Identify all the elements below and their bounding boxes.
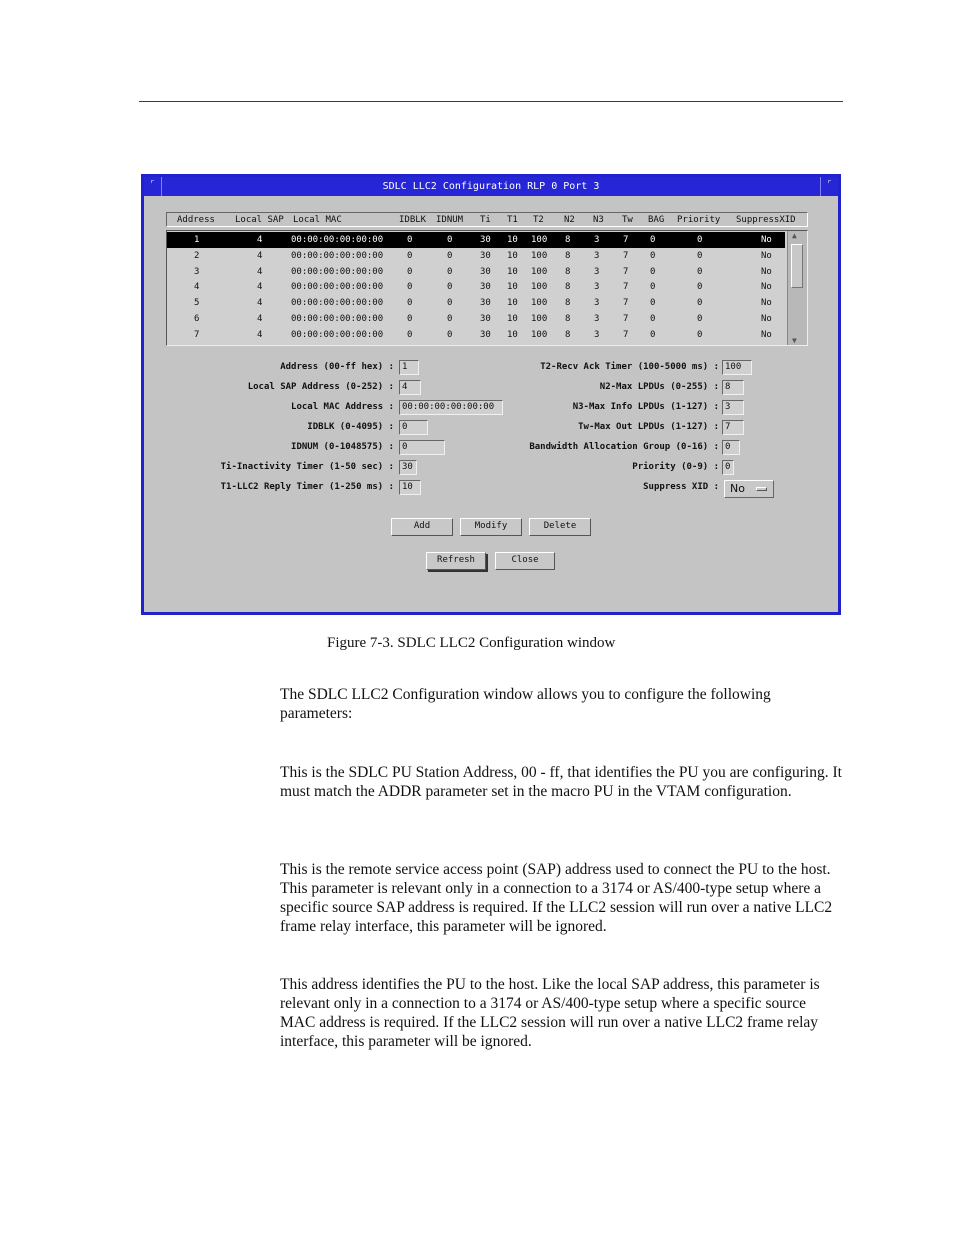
cell-local-sap: 4	[257, 266, 263, 277]
cell-tw: 7	[623, 266, 629, 277]
local-sap-address-label: Local SAP Address (0-252) :	[247, 382, 394, 392]
cell-t2: 100	[531, 235, 548, 245]
cell-ti: 30	[480, 298, 491, 309]
cell-idnum: 0	[447, 266, 453, 277]
idnum-input[interactable]: 0	[399, 440, 445, 455]
idnum-label: IDNUM (0-1048575) :	[291, 442, 394, 452]
cell-bag: 0	[650, 329, 656, 340]
column-header-idnum: IDNUM	[436, 215, 464, 225]
cell-idnum: 0	[447, 250, 453, 261]
ti-inactivity-timer-label: Ti-Inactivity Timer (1-50 sec) :	[220, 462, 394, 472]
cell-address: 7	[194, 329, 200, 340]
scroll-up-icon[interactable]: ▲	[792, 231, 797, 240]
cell-ti: 30	[480, 314, 491, 324]
cell-n3: 3	[594, 329, 600, 340]
cell-local-mac: 00:00:00:00:00:00	[291, 329, 384, 340]
cell-t2: 100	[531, 329, 548, 340]
cell-suppress-xid: No	[761, 235, 772, 245]
cell-n3: 3	[594, 250, 600, 261]
cell-idblk: 0	[407, 266, 413, 277]
cell-local-sap: 4	[257, 329, 263, 340]
column-header-tw: Tw	[622, 215, 633, 225]
local-mac-address-input[interactable]: 00:00:00:00:00:00	[399, 400, 503, 415]
config-list[interactable]	[166, 230, 808, 346]
cell-address: 3	[194, 266, 200, 277]
cell-priority: 0	[697, 235, 703, 245]
cell-ti: 30	[480, 235, 491, 245]
header-rule	[139, 101, 843, 102]
column-header-idblk: IDBLK	[399, 215, 427, 225]
cell-bag: 0	[650, 282, 656, 293]
refresh-button[interactable]: Refresh	[426, 552, 486, 570]
priority-label: Priority (0-9) :	[632, 462, 719, 472]
column-header-n3: N3	[593, 215, 604, 225]
cell-address: 6	[194, 314, 200, 324]
cell-t2: 100	[531, 250, 548, 261]
cell-bag: 0	[650, 314, 656, 324]
table-row[interactable]	[167, 327, 785, 343]
cell-n3: 3	[594, 266, 600, 277]
cell-t1: 10	[507, 329, 518, 340]
cell-local-mac: 00:00:00:00:00:00	[291, 314, 384, 324]
n2-max-lpdus-label: N2-Max LPDUs (0-255) :	[599, 382, 719, 392]
cell-local-sap: 4	[257, 314, 263, 324]
cell-priority: 0	[697, 329, 703, 340]
cell-idblk: 0	[407, 282, 413, 293]
cell-suppress-xid: No	[761, 266, 772, 277]
suppress-xid-label: Suppress XID :	[643, 482, 719, 492]
cell-local-sap: 4	[257, 282, 263, 293]
cell-address: 2	[194, 250, 200, 261]
cell-n2: 8	[565, 314, 571, 324]
address-label: Address (00-ff hex) :	[280, 362, 394, 372]
t2-recv-ack-timer-input[interactable]: 100	[722, 360, 752, 375]
add-button[interactable]: Add	[391, 518, 453, 536]
cell-t2: 100	[531, 266, 548, 277]
cell-priority: 0	[697, 266, 703, 277]
cell-idnum: 0	[447, 329, 453, 340]
cell-local-mac: 00:00:00:00:00:00	[291, 298, 384, 309]
cell-n3: 3	[594, 282, 600, 293]
cell-t1: 10	[507, 235, 518, 245]
cell-t1: 10	[507, 250, 518, 261]
cell-n2: 8	[565, 250, 571, 261]
priority-input[interactable]: 0	[722, 460, 734, 475]
suppress-xid-select[interactable]	[724, 480, 774, 498]
cell-t1: 10	[507, 314, 518, 324]
t1-reply-timer-input[interactable]: 10	[399, 480, 421, 495]
scroll-thumb[interactable]	[791, 244, 803, 288]
cell-idnum: 0	[447, 314, 453, 324]
column-header-suppress-xid: SuppressXID	[736, 215, 796, 225]
cell-t2: 100	[531, 282, 548, 293]
cell-ti: 30	[480, 266, 491, 277]
option-menu-icon	[756, 487, 767, 491]
cell-n2: 8	[565, 266, 571, 277]
cell-n2: 8	[565, 282, 571, 293]
local-sap-address-input[interactable]: 4	[399, 380, 421, 395]
cell-idblk: 0	[407, 250, 413, 261]
figure-caption: Figure 7-3. SDLC LLC2 Configuration window	[327, 635, 616, 651]
cell-t2: 100	[531, 314, 548, 324]
cell-tw: 7	[623, 235, 629, 245]
column-header-address: Address	[177, 215, 215, 225]
column-header-ti: Ti	[480, 215, 491, 225]
cell-t2: 100	[531, 298, 548, 309]
cell-n3: 3	[594, 298, 600, 309]
ti-inactivity-timer-input[interactable]: 30	[399, 460, 417, 475]
intro-paragraph: The SDLC LLC2 Configuration window allows you to configure the following parameters:	[280, 686, 771, 722]
cell-bag: 0	[650, 235, 656, 245]
idblk-input[interactable]: 0	[399, 420, 428, 435]
cell-n2: 8	[565, 329, 571, 340]
cell-tw: 7	[623, 329, 629, 340]
n3-max-info-lpdus-label: N3-Max Info LPDUs (1-127) :	[572, 402, 719, 412]
column-header-local-mac: Local MAC	[293, 215, 342, 225]
n3-max-info-lpdus-input[interactable]: 3	[722, 400, 744, 415]
cell-bag: 0	[650, 250, 656, 261]
column-header-t1: T1	[507, 215, 518, 225]
cell-local-mac: 00:00:00:00:00:00	[291, 250, 384, 261]
delete-button[interactable]: Delete	[529, 518, 591, 536]
cell-ti: 30	[480, 329, 491, 340]
cell-n2: 8	[565, 235, 571, 245]
column-header-bag: BAG	[648, 215, 665, 225]
close-button[interactable]: Close	[495, 552, 555, 570]
cell-ti: 30	[480, 250, 491, 261]
table-row[interactable]	[167, 279, 785, 295]
cell-tw: 7	[623, 282, 629, 293]
address-description: This is the SDLC PU Station Address, 00 - ff, that identifies the PU you are configuring. It must match the ADDR parameter set in the macro PU in the VTAM configuration.	[280, 764, 842, 800]
cell-idnum: 0	[447, 235, 453, 245]
suppress-xid-value: No	[730, 482, 745, 495]
cell-priority: 0	[697, 250, 703, 261]
cell-suppress-xid: No	[761, 298, 772, 309]
idblk-label: IDBLK (0-4095) :	[307, 422, 394, 432]
cell-local-sap: 4	[257, 235, 263, 245]
local-mac-description: This address identifies the PU to the host. Like the local SAP address, this parameter is relevant only in a connection to a 3174 or AS/400-type setup where a specific source MAC address is required. If the LLC2 session will run over a native LLC2 frame relay interface, this parameter will be ignored.	[280, 976, 820, 1050]
tw-max-out-lpdus-input[interactable]: 7	[722, 420, 744, 435]
list-scrollbar[interactable]	[787, 231, 807, 345]
cell-local-mac: 00:00:00:00:00:00	[291, 266, 384, 277]
cell-local-sap: 4	[257, 298, 263, 309]
cell-tw: 7	[623, 314, 629, 324]
cell-tw: 7	[623, 250, 629, 261]
window-resize-icon[interactable]: ⌜	[820, 177, 838, 196]
column-header-priority: Priority	[677, 215, 721, 225]
modify-button[interactable]: Modify	[460, 518, 522, 536]
scroll-down-icon[interactable]: ▼	[792, 336, 797, 345]
table-row[interactable]	[167, 264, 785, 280]
cell-n2: 8	[565, 298, 571, 309]
cell-priority: 0	[697, 298, 703, 309]
cell-t1: 10	[507, 266, 518, 277]
t2-recv-ack-timer-label: T2-Recv Ack Timer (100-5000 ms) :	[540, 362, 719, 372]
cell-idblk: 0	[407, 298, 413, 309]
cell-t1: 10	[507, 282, 518, 293]
window-title: SDLC LLC2 Configuration RLP 0 Port 3	[144, 177, 838, 196]
bandwidth-allocation-group-input[interactable]: 0	[722, 440, 740, 455]
cell-idnum: 0	[447, 298, 453, 309]
address-input[interactable]: 1	[399, 360, 419, 375]
table-row[interactable]	[167, 232, 785, 248]
cell-idblk: 0	[407, 235, 413, 245]
cell-suppress-xid: No	[761, 329, 772, 340]
sdlc-llc2-window	[141, 174, 841, 615]
cell-address: 1	[194, 235, 200, 245]
local-sap-description: This is the remote service access point (SAP) address used to connect the PU to the host. This parameter is relevant only in a connection to a 3174 or AS/400-type setup where a specific source SAP address is required. If the LLC2 session will run over a native LLC2 frame relay interface, this parameter will be ignored.	[280, 861, 833, 935]
cell-ti: 30	[480, 282, 491, 293]
cell-idblk: 0	[407, 314, 413, 324]
t1-reply-timer-label: T1-LLC2 Reply Timer (1-250 ms) :	[220, 482, 394, 492]
cell-priority: 0	[697, 282, 703, 293]
column-header-local-sap: Local SAP	[235, 215, 284, 225]
cell-idblk: 0	[407, 329, 413, 340]
table-row[interactable]	[167, 248, 785, 264]
column-header-t2: T2	[533, 215, 544, 225]
cell-local-mac: 00:00:00:00:00:00	[291, 235, 384, 245]
table-header	[166, 212, 808, 227]
cell-priority: 0	[697, 314, 703, 324]
table-row[interactable]	[167, 311, 785, 327]
cell-suppress-xid: No	[761, 250, 772, 261]
window-menu-icon[interactable]: ⌜	[144, 177, 162, 196]
bandwidth-allocation-group-label: Bandwidth Allocation Group (0-16) :	[529, 442, 719, 452]
cell-suppress-xid: No	[761, 314, 772, 324]
cell-bag: 0	[650, 266, 656, 277]
cell-n3: 3	[594, 235, 600, 245]
cell-address: 5	[194, 298, 200, 309]
local-mac-address-label: Local MAC Address :	[291, 402, 394, 412]
cell-bag: 0	[650, 298, 656, 309]
table-row[interactable]	[167, 295, 785, 311]
n2-max-lpdus-input[interactable]: 8	[722, 380, 744, 395]
cell-local-mac: 00:00:00:00:00:00	[291, 282, 384, 293]
cell-tw: 7	[623, 298, 629, 309]
column-header-n2: N2	[564, 215, 575, 225]
cell-address: 4	[194, 282, 200, 293]
cell-idnum: 0	[447, 282, 453, 293]
cell-n3: 3	[594, 314, 600, 324]
cell-suppress-xid: No	[761, 282, 772, 293]
cell-local-sap: 4	[257, 250, 263, 261]
tw-max-out-lpdus-label: Tw-Max Out LPDUs (1-127) :	[578, 422, 719, 432]
cell-t1: 10	[507, 298, 518, 309]
